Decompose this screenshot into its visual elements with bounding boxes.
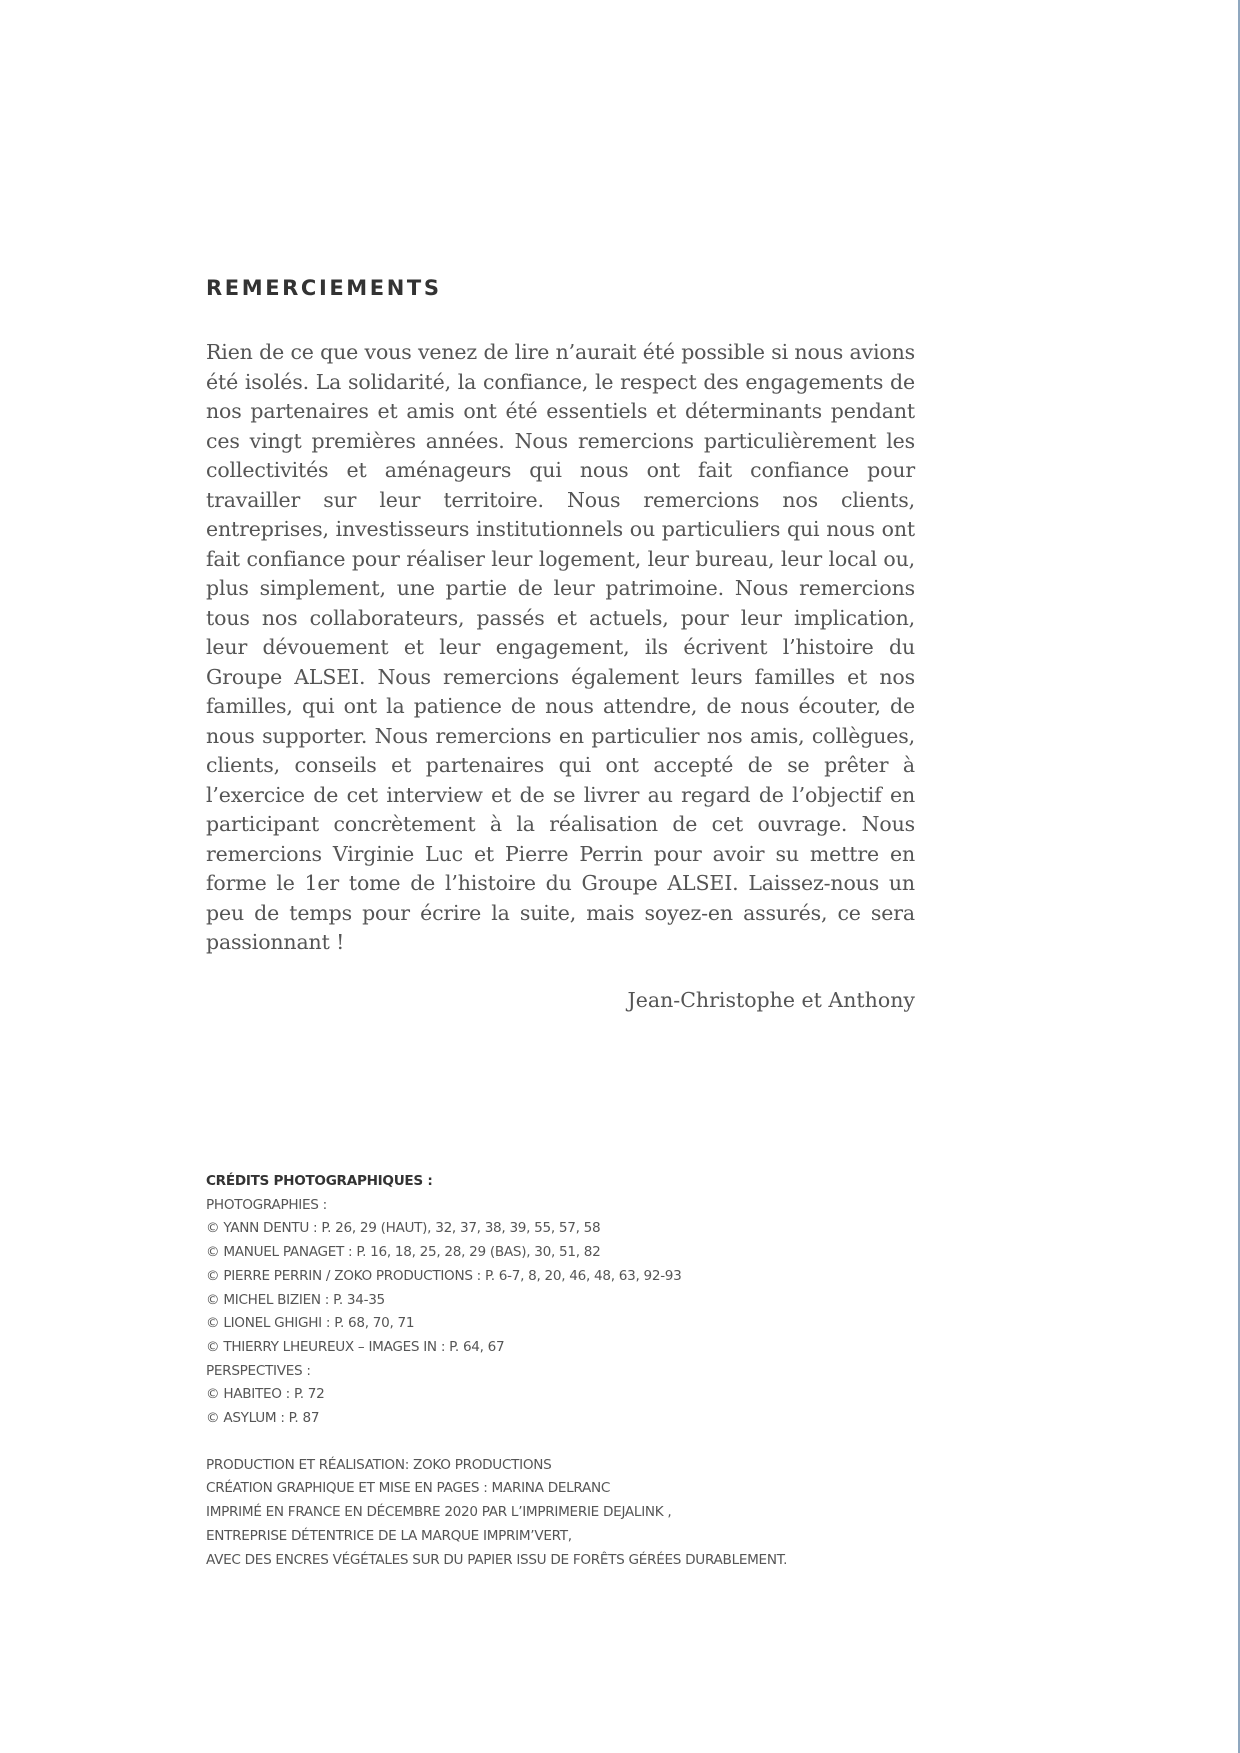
spacer [206,1431,966,1454]
photo-credit: © THIERRY LHEUREUX – IMAGES IN : P. 64, 67 [206,1338,505,1355]
perspective-credit: © ASYLUM : P. 87 [206,1410,320,1427]
photo-credit: © LIONEL GHIGHI : P. 68, 70, 71 [206,1315,415,1332]
perspectives-label: PERSPECTIVES : [206,1362,311,1379]
credits-title: CRÉDITS PHOTOGRAPHIQUES : [206,1173,433,1189]
colophon-line: AVEC DES ENCRES VÉGÉTALES SUR DU PAPIER ISSU DE FORÊTS GÉRÉES DURABLEMENT. [206,1551,788,1568]
photo-credit: © MANUEL PANAGET : P. 16, 18, 25, 28, 29 (BAS), 30, 51, 82 [206,1244,601,1261]
colophon-line: CRÉATION GRAPHIQUE ET MISE EN PAGES : MARINA DELRANC [206,1480,611,1497]
credits-section [206,1170,966,1572]
acknowledgements-text: Rien de ce que vous venez de lire n’aurait été possible si nous avions été isolés. La solidarité, la confiance, le respect des engagements de nos partenaires et amis ont été essentiels et déterminants pendant ces vingt premières années. Nous remercions particulièrement les collectivités et aménageurs qui nous ont fait confiance pour travailler sur leur territoire. Nous remercions nos clients, entreprises, investisseurs institutionnels ou particuliers qui nous ont fait confiance pour réaliser leur logement, leur bureau, leur local ou, plus simplement, une partie de leur patrimoine. Nous remercions tous nos collaborateurs, passés et actuels, pour leur implication, leur dévouement et leur engagement, ils écrivent l’histoire du Groupe ALSEI. Nous remercions également leurs familles et nos familles, qui ont la patience de nous attendre, de nous écouter, de nous supporter. Nous remercions en particulier nos amis, collègues, clients, conseils et partenaires qui ont accepté de se prêter à l’exercice de cet interview et de se livrer au regard de l’objectif en participant concrètement à la réalisation de cet ouvrage. Nous remercions Virginie Luc et Pierre Perrin pour avoir su mettre en forme le 1er tome de l’histoire du Groupe ALSEI. Laissez-nous un peu de temps pour écrire la suite, mais soyez-en assurés, ce sera passionnant ! [206,340,915,954]
page-title: REMERCIEMENTS [206,276,442,300]
acknowledgements-section [206,272,915,1015]
photo-credit: © YANN DENTU : P. 26, 29 (HAUT), 32, 37, 38, 39, 55, 57, 58 [206,1220,601,1237]
colophon-line: PRODUCTION ET RÉALISATION: ZOKO PRODUCTIONS [206,1456,552,1473]
photo-credit: © MICHEL BIZIEN : P. 34-35 [206,1291,385,1308]
colophon-line: IMPRIMÉ EN FRANCE EN DÉCEMBRE 2020 PAR L’IMPRIMERIE DEJALINK , [206,1504,672,1521]
signature: Jean-Christophe et Anthony [627,987,915,1012]
colophon-line: ENTREPRISE DÉTENTRICE DE LA MARQUE IMPRIM’VERT, [206,1527,572,1544]
photo-credit: © PIERRE PERRIN / ZOKO PRODUCTIONS : P. 6-7, 8, 20, 46, 48, 63, 92-93 [206,1267,682,1284]
photos-label: PHOTOGRAPHIES : [206,1196,327,1213]
perspective-credit: © HABITEO : P. 72 [206,1386,325,1403]
